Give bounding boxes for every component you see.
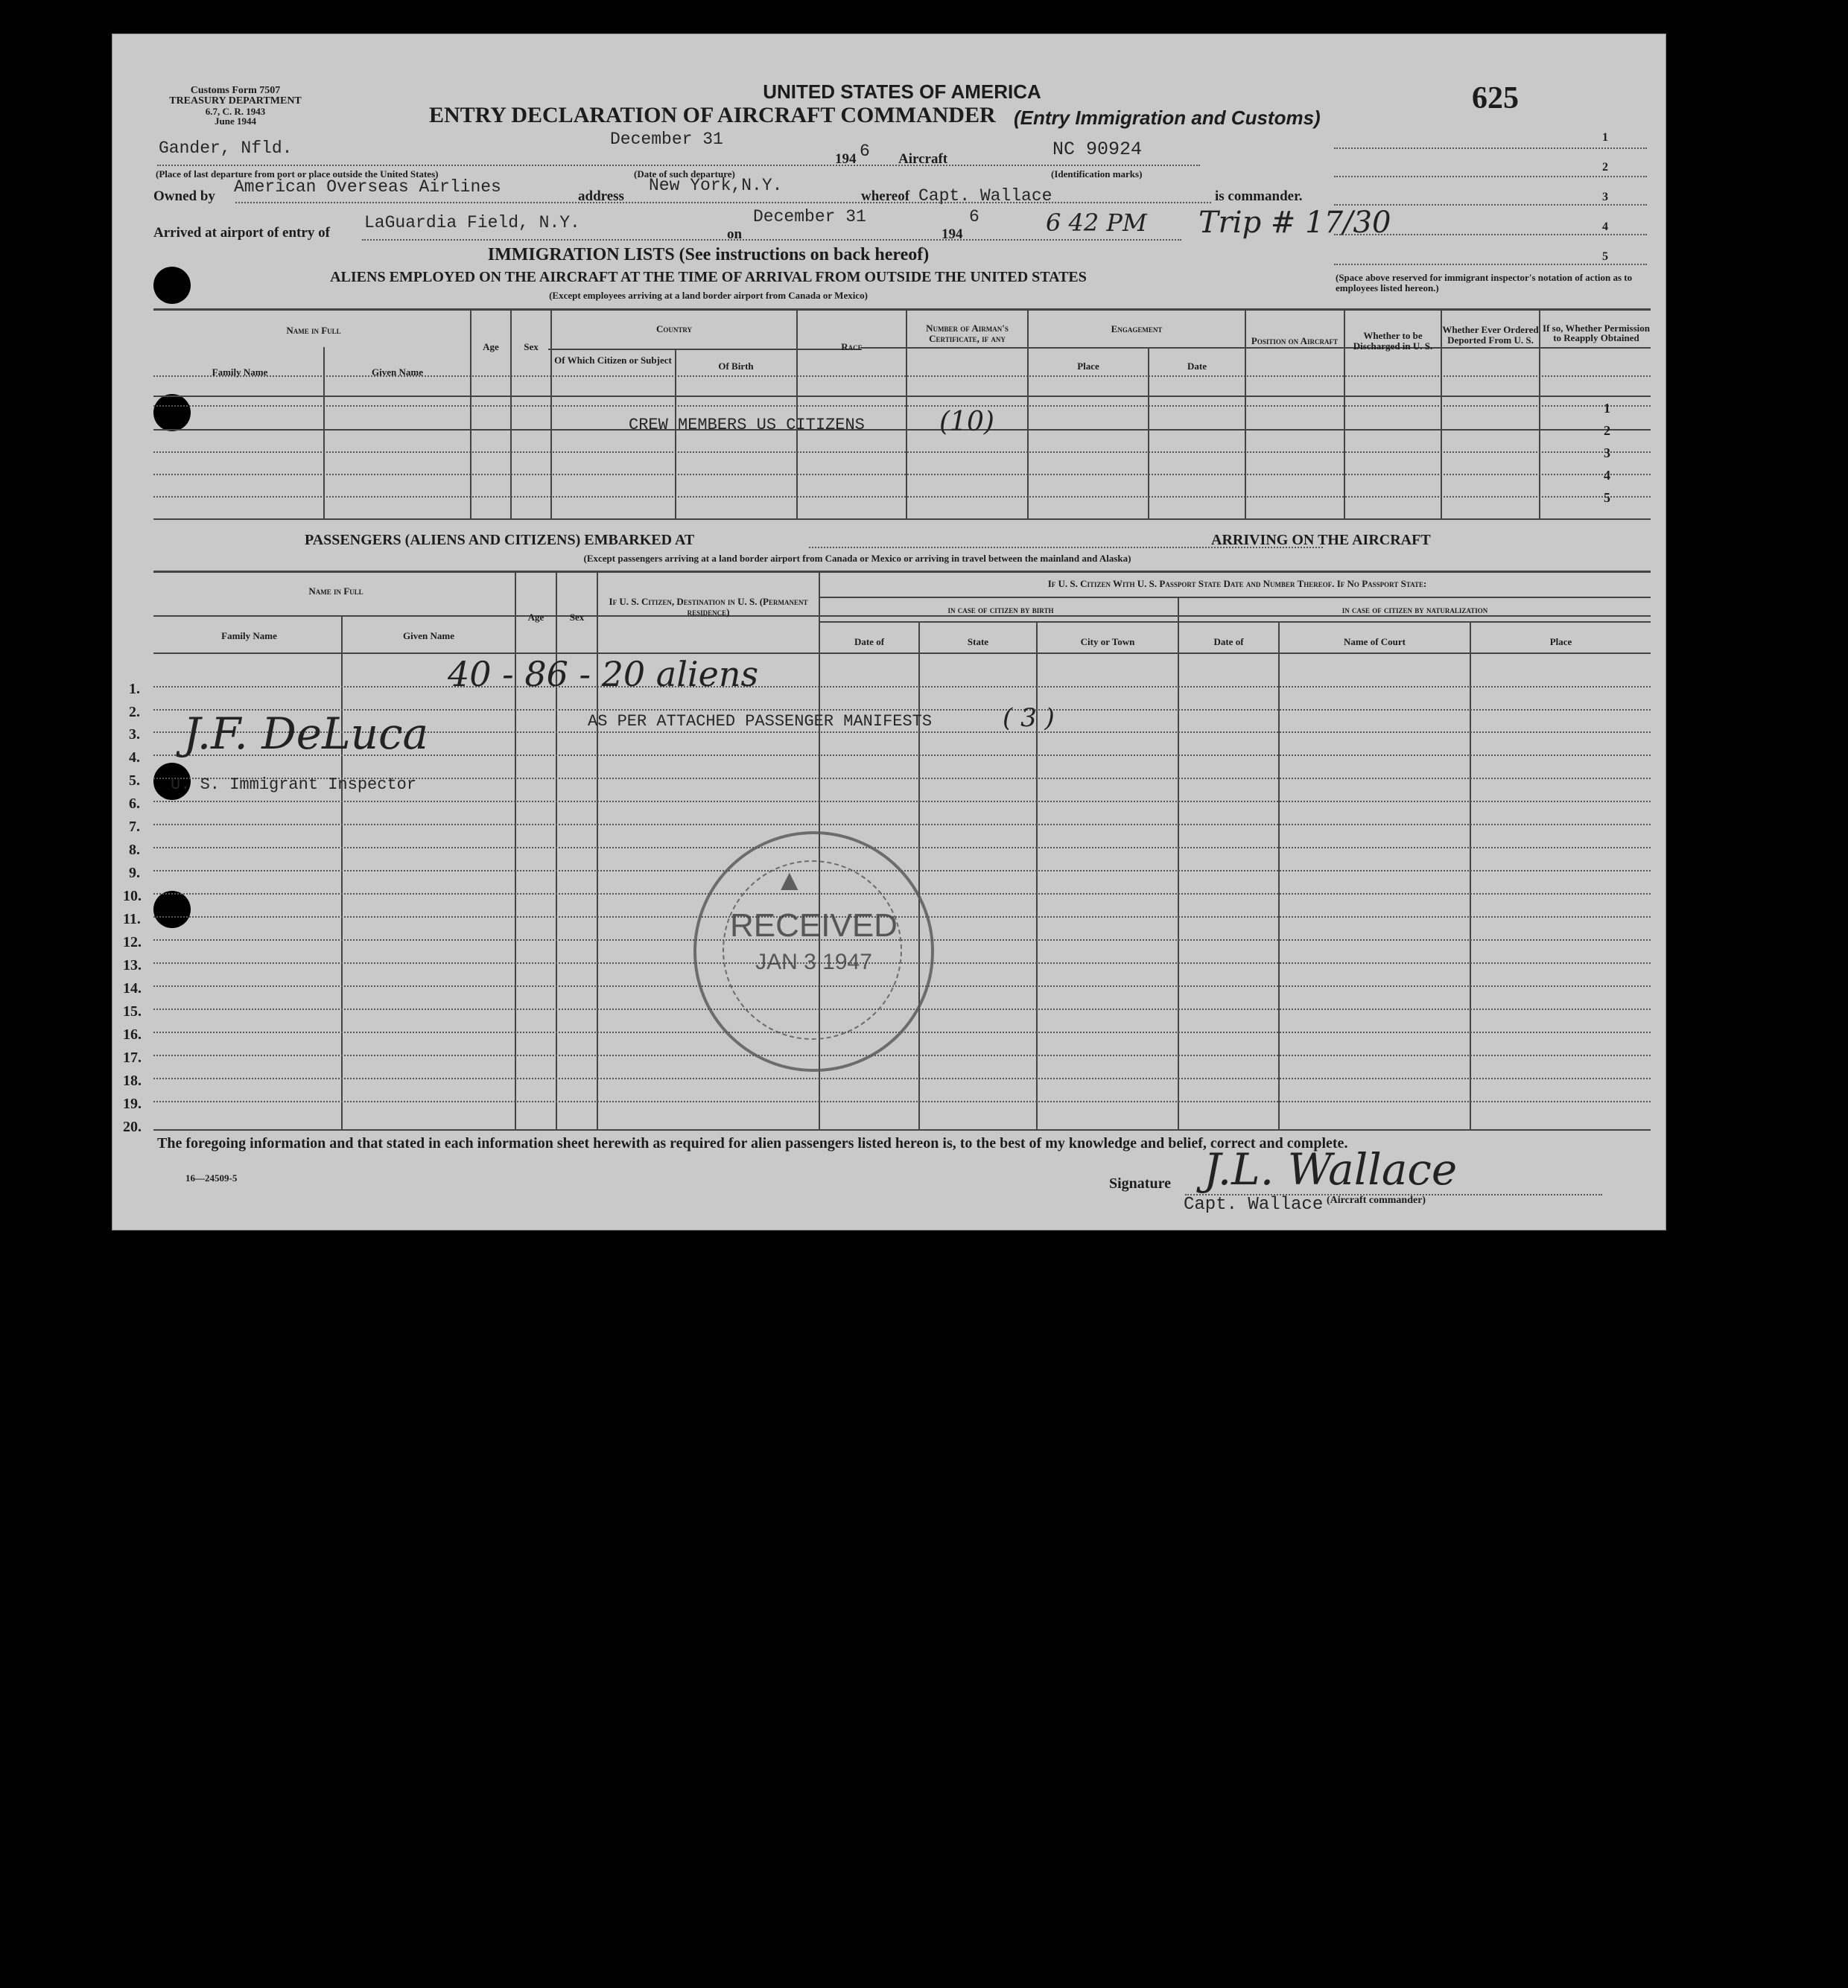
aircraft-marks-caption: (Identification marks) — [1051, 168, 1143, 180]
row-number: 16. — [123, 1026, 142, 1043]
row-number: 3 — [1604, 445, 1610, 460]
departure-date: December 31 — [610, 130, 723, 149]
stamp-date: JAN 3 1947 — [755, 950, 872, 974]
col-discharged: Whether to be Discharged in U. S. — [1353, 330, 1433, 352]
aircraft-marks: NC 90924 — [1052, 139, 1143, 160]
pax-col-destination: If U. S. Citizen, Destination in U. S. (Permanent residence) — [609, 596, 808, 617]
customs-form-label: Customs Form 7507 — [190, 85, 281, 96]
crew-note: CREW MEMBERS US CITIZENS — [629, 416, 865, 434]
arrival-year-prefix: 194 — [942, 226, 963, 242]
row-number: 3. — [129, 726, 140, 743]
line-number: 2 — [1602, 161, 1608, 174]
alien-count-note: 40 - 86 - 20 aliens — [448, 654, 759, 694]
row-number: 20. — [123, 1119, 142, 1135]
pax-col-date-birth: Date of — [854, 636, 885, 647]
row-number: 17. — [123, 1049, 142, 1066]
cr-label: 6.7, C. R. 1943 — [205, 106, 266, 117]
form-title: ENTRY DECLARATION OF AIRCRAFT COMMANDER — [429, 103, 996, 127]
col-engagement: Engagement — [1111, 323, 1163, 334]
row-number: 7. — [129, 819, 140, 835]
passengers-heading-right: ARRIVING ON THE AIRCRAFT — [1211, 532, 1431, 548]
punch-hole — [153, 267, 191, 304]
row-number: 5. — [129, 772, 140, 789]
col-given-name: Given Name — [372, 366, 423, 378]
immigration-title: IMMIGRATION LISTS (See instructions on back hereof) — [487, 245, 930, 264]
crew-count: (10) — [939, 407, 994, 437]
col-race: Race — [841, 341, 863, 352]
row-number: 5 — [1604, 490, 1610, 505]
manifest-count: ( 3 ) — [1003, 703, 1055, 733]
immigration-note: (Except employees arriving at a land border airport from Canada or Mexico) — [549, 290, 868, 301]
line-number: 4 — [1602, 220, 1608, 233]
row-number: 19. — [123, 1096, 142, 1112]
year-prefix: 194 — [835, 151, 857, 167]
owner-value: American Overseas Airlines — [234, 177, 501, 197]
inspector-signature: J.F. DeLuca — [183, 708, 429, 759]
col-name-in-full: Name in Full — [286, 325, 341, 336]
line-number: 1 — [1602, 131, 1608, 144]
arrived-label: Arrived at airport of entry of — [153, 225, 330, 241]
arrival-time: 6 42 PM — [1046, 209, 1147, 237]
pax-col-city: City or Town — [1080, 636, 1135, 647]
col-age: Age — [483, 341, 499, 352]
passengers-heading: PASSENGERS (ALIENS AND CITIZENS) EMBARKED AT — [305, 532, 695, 548]
address-label: address — [578, 188, 624, 204]
certification-statement: The foregoing information and that stated in each information sheet herewith as required for alien passengers listed hereon is, to the best of my knowledge and belief, correct and complete. — [157, 1135, 1348, 1152]
passengers-note: (Except passengers arriving at a land border airport from Canada or Mexico or arriving in travel between the mainland and Alaska) — [583, 553, 1131, 564]
manifest-note: AS PER ATTACHED PASSENGER MANIFESTS — [588, 712, 933, 731]
address-value: New York,N.Y. — [649, 176, 783, 195]
year-suffix: 6 — [860, 142, 870, 161]
pax-col-state: State — [967, 636, 989, 647]
row-number: 12. — [123, 934, 142, 950]
row-number: 1 — [1604, 401, 1610, 416]
row-number: 14. — [123, 980, 142, 997]
arrival-airport: LaGuardia Field, N.Y. — [364, 213, 580, 232]
received-stamp — [693, 831, 934, 1072]
col-birth-country: Of Birth — [718, 361, 754, 372]
row-number: 10. — [123, 888, 142, 904]
row-number: 11. — [123, 911, 141, 927]
col-airman-certificate: Number of Airman's Certificate, if any — [926, 323, 1009, 344]
pax-col-birth-case: in case of citizen by birth — [947, 604, 1054, 615]
col-engagement-place: Place — [1077, 361, 1099, 372]
punch-hole — [153, 394, 191, 431]
pax-col-natural-case: in case of citizen by naturalization — [1341, 604, 1488, 615]
row-number: 9. — [129, 865, 140, 881]
signer-caption: (Aircraft commander) — [1327, 1195, 1426, 1206]
departure-place-caption: (Place of last departure from port or place outside the United States) — [156, 168, 439, 180]
col-country: Country — [655, 323, 693, 334]
inspector-title: U. S. Immigrant Inspector — [171, 775, 417, 794]
row-number: 15. — [123, 1003, 142, 1020]
form-sheet — [112, 34, 1666, 1230]
col-engagement-date: Date — [1187, 361, 1207, 372]
country-heading: UNITED STATES OF AMERICA — [763, 80, 1041, 103]
pax-col-age: Age — [527, 612, 544, 623]
commander-signature: J.L. Wallace — [1204, 1144, 1458, 1195]
inspector-space-note: (Space above reserved for immigrant inspector's notation of action as to employees listed hereon.) — [1336, 272, 1633, 293]
departure-place: Gander, Nfld. — [159, 139, 293, 158]
stamp-triangle-icon: ▲ — [775, 863, 804, 897]
pax-col-place: Place — [1549, 636, 1572, 647]
whereof-label: whereof — [861, 188, 910, 204]
pax-col-given: Given Name — [403, 630, 454, 641]
line-number: 3 — [1602, 191, 1608, 203]
signer-name: Capt. Wallace — [1184, 1195, 1324, 1215]
row-number: 4 — [1604, 468, 1610, 483]
col-deported: Whether Ever Ordered Deported From U. S. — [1442, 324, 1539, 346]
row-number: 18. — [123, 1073, 142, 1089]
is-commander-label: is commander. — [1215, 188, 1303, 204]
commander-value: Capt. Wallace — [918, 186, 1052, 206]
pax-col-passport: If U. S. Citizen With U. S. Passport State Date and Number Thereof. If No Passport State: — [1047, 578, 1427, 589]
line-number: 5 — [1602, 250, 1608, 263]
punch-hole — [153, 891, 191, 928]
pax-col-court: Name of Court — [1343, 636, 1406, 647]
row-number: 2. — [129, 704, 140, 720]
pax-col-family: Family Name — [221, 630, 277, 641]
signature-label: Signature — [1109, 1175, 1171, 1192]
on-label: on — [727, 226, 743, 242]
immigration-subtitle: ALIENS EMPLOYED ON THE AIRCRAFT AT THE TIME OF ARRIVAL FROM OUTSIDE THE UNITED STATES — [330, 269, 1087, 285]
row-number: 13. — [123, 957, 142, 974]
aircraft-label: Aircraft — [898, 151, 948, 167]
pax-col-name-in-full: Name in Full — [308, 585, 363, 597]
pax-col-sex: Sex — [569, 612, 585, 623]
row-number: 1. — [129, 681, 140, 697]
trip-number: Trip # 17/30 — [1198, 206, 1391, 240]
arrival-date: December 31 — [753, 207, 866, 226]
form-date-label: June 1944 — [215, 115, 256, 127]
department-label: TREASURY DEPARTMENT — [169, 95, 302, 107]
pax-col-date-natural: Date of — [1213, 636, 1244, 647]
arrival-year-suffix: 6 — [969, 207, 979, 226]
col-permission: If so, Whether Permission to Reapply Obtained — [1543, 323, 1650, 343]
form-title-sub: (Entry Immigration and Customs) — [1014, 107, 1321, 129]
form-code: 16—24509-5 — [185, 1172, 238, 1184]
row-number: 2 — [1604, 423, 1610, 438]
row-number: 8. — [129, 842, 140, 858]
col-position: Position on Aircraft — [1251, 335, 1339, 346]
col-family-name: Family Name — [212, 366, 268, 378]
stamp-text: RECEIVED — [730, 907, 898, 944]
form-number: 625 — [1472, 81, 1519, 115]
col-sex: Sex — [524, 341, 539, 352]
owned-by-label: Owned by — [153, 188, 215, 204]
col-citizen-of: Of Which Citizen or Subject — [554, 355, 672, 366]
departure-date-caption: (Date of such departure) — [634, 168, 735, 180]
row-number: 4. — [129, 749, 140, 766]
row-number: 6. — [129, 795, 140, 812]
